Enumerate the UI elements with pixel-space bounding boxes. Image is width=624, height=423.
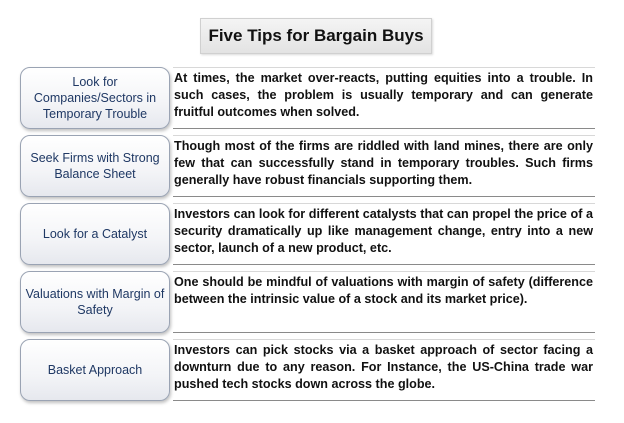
tip-row [20,339,598,402]
tip-row [20,203,598,266]
tip-label: Seek Firms with Strong Balance Sheet [20,135,170,197]
tip-label: Basket Approach [20,339,170,401]
tip-label: Valuations with Margin of Safety [20,271,170,333]
tip-description: One should be mindful of valuations with margin of safety (difference between the intrinsic value of a stock and its market price). [173,271,595,333]
tip-row [20,67,598,130]
tip-description: Though most of the firms are riddled with land mines, there are only few that can successfully stand in temporary troubles. Such firms generally have robust financials supporting them. [173,135,595,197]
diagram-title: Five Tips for Bargain Buys [200,18,432,54]
tip-description: Investors can pick stocks via a basket approach of sector facing a downturn due to any reason. For Instance, the US-China trade war pushed tech stocks down across the globe. [173,339,595,401]
tip-row [20,271,598,334]
tip-description: At times, the market over-reacts, putting equities into a trouble. In such cases, the problem is usually temporary and can generate fruitful outcomes when solved. [173,67,595,129]
tip-label: Look for Companies/Sectors in Temporary Trouble [20,67,170,129]
tip-label: Look for a Catalyst [20,203,170,265]
tip-row [20,135,598,198]
tip-description: Investors can look for different catalysts that can propel the price of a security dramatically up like management change, entry into a new sector, launch of a new product, etc. [173,203,595,265]
tips-list [20,67,598,407]
